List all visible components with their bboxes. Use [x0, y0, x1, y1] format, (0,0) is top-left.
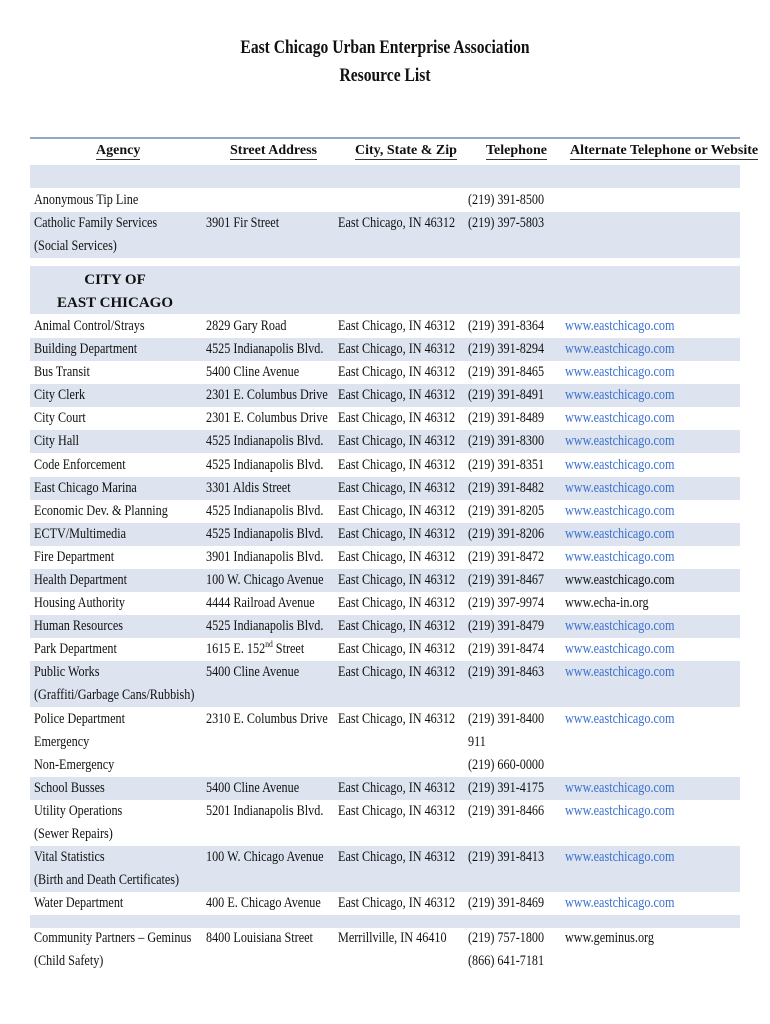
website-link[interactable]: www.eastchicago.com: [565, 503, 675, 519]
website-link[interactable]: www.eastchicago.com: [565, 895, 675, 911]
telephone-cell: (219) 391-8489: [468, 410, 545, 426]
spacer-band: [30, 165, 740, 188]
table-row: [30, 338, 740, 361]
street-cell: 5400 Cline Avenue: [206, 364, 300, 380]
telephone-cell: (219) 391-8413: [468, 849, 545, 865]
agency-cell: City Hall: [34, 433, 80, 449]
table-row: [30, 708, 740, 777]
city-cell: East Chicago, IN 46312: [338, 457, 456, 473]
telephone-cell: (219) 391-8479: [468, 618, 545, 634]
website-link[interactable]: www.eastchicago.com: [565, 641, 675, 657]
title-line-2: Resource List: [339, 65, 431, 86]
table-header: [30, 140, 759, 164]
street-cell: 4525 Indianapolis Blvd.: [206, 341, 324, 357]
agency-note: (Child Safety): [34, 953, 104, 969]
city-cell: East Chicago, IN 46312: [338, 433, 456, 449]
telephone-cell: (219) 391-8400: [468, 711, 545, 727]
city-cell: East Chicago, IN 46312: [338, 549, 456, 565]
agency-cell: Code Enforcement: [34, 457, 126, 473]
table-row: [30, 407, 740, 430]
header-agency: Agency: [96, 143, 141, 158]
telephone-cell: (219) 391-8472: [468, 549, 545, 565]
website-link[interactable]: www.eastchicago.com: [565, 618, 675, 634]
street-cell: 4525 Indianapolis Blvd.: [206, 618, 324, 634]
agency-cell: Fire Department: [34, 549, 115, 565]
website-link[interactable]: www.eastchicago.com: [565, 803, 675, 819]
city-cell: East Chicago, IN 46312: [338, 664, 456, 680]
city-cell: East Chicago, IN 46312: [338, 803, 456, 819]
city-cell: East Chicago, IN 46312: [338, 780, 456, 796]
agency-cell: Anonymous Tip Line: [34, 192, 139, 208]
website-text: www.eastchicago.com: [565, 572, 675, 588]
city-cell: East Chicago, IN 46312: [338, 387, 456, 403]
telephone-cell: (219) 397-5803: [468, 215, 545, 231]
website-link[interactable]: www.eastchicago.com: [565, 341, 675, 357]
table-row: [30, 477, 740, 500]
street-cell: 4444 Railroad Avenue: [206, 595, 315, 611]
table-row: [30, 454, 740, 477]
agency-cell: Economic Dev. & Planning: [34, 503, 168, 519]
website-link[interactable]: www.eastchicago.com: [565, 410, 675, 426]
table-row: [30, 315, 740, 338]
city-cell: East Chicago, IN 46312: [338, 410, 456, 426]
header-city: City, State & Zip: [355, 143, 457, 158]
table-row: [30, 661, 740, 707]
city-cell: East Chicago, IN 46312: [338, 595, 456, 611]
website-link[interactable]: www.eastchicago.com: [565, 780, 675, 796]
telephone-cell: (219) 391-4175: [468, 780, 545, 796]
telephone-cell: (219) 391-8364: [468, 318, 545, 334]
table-row: [30, 592, 740, 615]
street-name: Street: [272, 641, 305, 657]
table-row: [30, 777, 740, 800]
city-cell: East Chicago, IN 46312: [338, 318, 456, 334]
website-link[interactable]: www.eastchicago.com: [565, 387, 675, 403]
table-row: [30, 615, 740, 638]
telephone-cell: (219) 391-8465: [468, 364, 545, 380]
street-cell: 2829 Gary Road: [206, 318, 287, 334]
street-cell: 2301 E. Columbus Drive: [206, 387, 328, 403]
agency-cell: City Court: [34, 410, 86, 426]
street-cell: 3901 Indianapolis Blvd.: [206, 549, 324, 565]
city-cell: East Chicago, IN 46312: [338, 341, 456, 357]
table-row: [30, 212, 740, 258]
table-row: [30, 430, 740, 453]
city-cell: East Chicago, IN 46312: [338, 849, 456, 865]
website-link[interactable]: www.eastchicago.com: [565, 711, 675, 727]
agency-cell: East Chicago Marina: [34, 480, 137, 496]
telephone-cell: (219) 391-8500: [468, 192, 545, 208]
header-alternate: Alternate Telephone or Website: [570, 143, 759, 158]
agency-note: (Sewer Repairs): [34, 826, 113, 842]
agency-cell: Public Works: [34, 664, 100, 680]
city-cell: East Chicago, IN 46312: [338, 572, 456, 588]
table-row: [30, 638, 740, 661]
street-cell: 4525 Indianapolis Blvd.: [206, 526, 324, 542]
street-cell: 5400 Cline Avenue: [206, 664, 300, 680]
table-row: [30, 569, 740, 592]
website-link[interactable]: www.eastchicago.com: [565, 318, 675, 334]
website-link[interactable]: www.eastchicago.com: [565, 549, 675, 565]
agency-cell: Human Resources: [34, 618, 123, 634]
agency-cell: Police Department: [34, 711, 125, 727]
website-link[interactable]: www.eastchicago.com: [565, 526, 675, 542]
city-cell: Merrillville, IN 46410: [338, 930, 447, 946]
agency-cell: Park Department: [34, 641, 117, 657]
city-cell: East Chicago, IN 46312: [338, 526, 456, 542]
telephone-alt: (866) 641-7181: [468, 953, 545, 969]
website-link[interactable]: www.eastchicago.com: [565, 664, 675, 680]
agency-cell: Bus Transit: [34, 364, 90, 380]
agency-sub-emergency: Emergency: [34, 734, 90, 750]
agency-cell: Health Department: [34, 572, 128, 588]
telephone-cell: (219) 391-8206: [468, 526, 545, 542]
telephone-cell: (219) 391-8474: [468, 641, 545, 657]
telephone-cell: (219) 391-8466: [468, 803, 545, 819]
agency-note: (Birth and Death Certificates): [34, 872, 180, 888]
agency-cell: School Busses: [34, 780, 105, 796]
telephone-emergency: 911: [468, 734, 486, 750]
street-cell: 5400 Cline Avenue: [206, 780, 300, 796]
website-link[interactable]: www.eastchicago.com: [565, 433, 675, 449]
city-cell: East Chicago, IN 46312: [338, 711, 456, 727]
telephone-cell: (219) 397-9974: [468, 595, 545, 611]
street-cell: [206, 638, 304, 661]
street-number: 1615 E. 152: [206, 641, 266, 657]
header-street: Street Address: [230, 143, 317, 158]
agency-cell: Animal Control/Strays: [34, 318, 145, 334]
agency-cell: Community Partners – Geminus: [34, 930, 192, 946]
telephone-cell: (219) 391-8205: [468, 503, 545, 519]
agency-sub-non-emergency: Non-Emergency: [34, 757, 115, 773]
agency-cell: City Clerk: [34, 387, 86, 403]
table-row: [30, 361, 740, 384]
telephone-cell: (219) 391-8482: [468, 480, 545, 496]
street-cell: 4525 Indianapolis Blvd.: [206, 433, 324, 449]
telephone-cell: (219) 391-8469: [468, 895, 545, 911]
table-row: [30, 927, 740, 973]
table-row: [30, 384, 740, 407]
city-cell: East Chicago, IN 46312: [338, 503, 456, 519]
street-cell: 2310 E. Columbus Drive: [206, 711, 328, 727]
website-link[interactable]: www.eastchicago.com: [565, 849, 675, 865]
table-row: [30, 846, 740, 892]
section-heading-city: [30, 269, 200, 315]
street-cell: 3901 Fir Street: [206, 215, 280, 231]
street-cell: 4525 Indianapolis Blvd.: [206, 503, 324, 519]
table-row: [30, 892, 740, 915]
street-cell: 3301 Aldis Street: [206, 480, 291, 496]
agency-note: (Graffiti/Garbage Cans/Rubbish): [34, 687, 195, 703]
agency-cell: Housing Authority: [34, 595, 126, 611]
telephone-cell: (219) 391-8300: [468, 433, 545, 449]
telephone-cell: (219) 391-8351: [468, 457, 545, 473]
table-row: [30, 500, 740, 523]
street-cell: 8400 Louisiana Street: [206, 930, 313, 946]
website-text: www.geminus.org: [565, 930, 654, 946]
website-link[interactable]: www.eastchicago.com: [565, 457, 675, 473]
city-cell: East Chicago, IN 46312: [338, 895, 456, 911]
agency-cell: ECTV/Multimedia: [34, 526, 127, 542]
header-telephone: Telephone: [486, 143, 547, 158]
agency-cell: Water Department: [34, 895, 124, 911]
telephone-cell: (219) 391-8294: [468, 341, 545, 357]
table-row: [30, 800, 740, 846]
table-row: [30, 546, 740, 569]
city-cell: East Chicago, IN 46312: [338, 618, 456, 634]
city-cell: East Chicago, IN 46312: [338, 641, 456, 657]
section-line-1: CITY OF: [84, 272, 146, 288]
website-link[interactable]: www.eastchicago.com: [565, 480, 675, 496]
street-cell: 100 W. Chicago Avenue: [206, 572, 324, 588]
city-cell: East Chicago, IN 46312: [338, 215, 456, 231]
section-line-2: EAST CHICAGO: [56, 295, 173, 311]
street-cell: 4525 Indianapolis Blvd.: [206, 457, 324, 473]
telephone-cell: (219) 391-8463: [468, 664, 545, 680]
agency-note: (Social Services): [34, 238, 117, 254]
agency-cell: Building Department: [34, 341, 138, 357]
agency-cell: Utility Operations: [34, 803, 123, 819]
telephone-cell: (219) 757-1800: [468, 930, 545, 946]
street-cell: 100 W. Chicago Avenue: [206, 849, 324, 865]
agency-cell: Vital Statistics: [34, 849, 105, 865]
telephone-cell: (219) 391-8491: [468, 387, 545, 403]
table-row: [30, 523, 740, 546]
table-row: [30, 189, 740, 212]
website-text: www.echa-in.org: [565, 595, 649, 611]
city-cell: East Chicago, IN 46312: [338, 364, 456, 380]
header-rule: [30, 137, 740, 139]
street-cell: 2301 E. Columbus Drive: [206, 410, 328, 426]
city-cell: East Chicago, IN 46312: [338, 480, 456, 496]
agency-cell: Catholic Family Services: [34, 215, 158, 231]
website-link[interactable]: www.eastchicago.com: [565, 364, 675, 380]
telephone-cell: (219) 391-8467: [468, 572, 545, 588]
ordinal-suffix: nd: [265, 639, 273, 649]
document-title: [69, 34, 700, 90]
street-cell: 5201 Indianapolis Blvd.: [206, 803, 324, 819]
street-cell: 400 E. Chicago Avenue: [206, 895, 321, 911]
title-line-1: East Chicago Urban Enterprise Association: [240, 37, 530, 58]
telephone-non-emergency: (219) 660-0000: [468, 757, 545, 773]
